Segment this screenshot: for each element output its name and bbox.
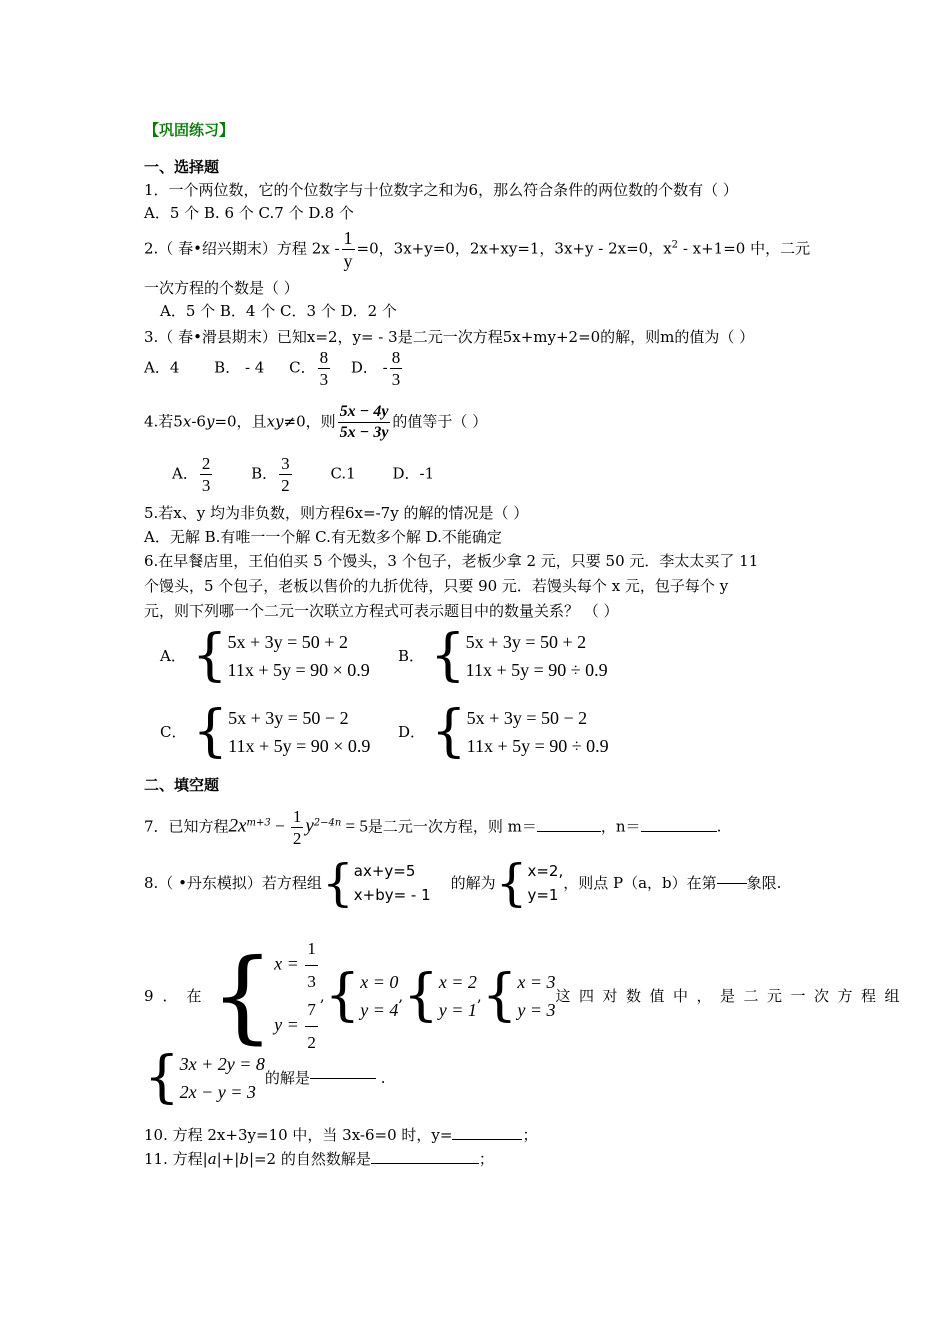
question-2-line-2: 一次方程的个数是（ ） bbox=[144, 279, 299, 297]
question-5-options: A．无解 B.有唯一一个解 C.有无数多个解 D.不能确定 bbox=[144, 528, 502, 546]
section-heading-fill: 二、填空题 bbox=[144, 776, 220, 794]
question-9: 9．在 { x = $\frac{1}{3}$ y = $\frac{7}{2}$ , { x = 0 y = 4 , { x = 2 y = 1 , { x = 3 y = 3 这四对数值中，是二元一次方程组 bbox=[144, 935, 808, 1057]
question-3-options: A．4 B． - 4 C． $\frac{8}{3}$ D． - $\frac{8}{3}$ bbox=[144, 348, 401, 389]
system-2: { x=2, y=1 bbox=[495, 854, 564, 912]
question-6-line-2: 个馒头，5 个包子，老板以售价的九折优待，只要 90 元．若馒头每个 x 元，包子每个 y bbox=[144, 577, 729, 595]
blank-n[interactable] bbox=[641, 831, 717, 832]
question-1-options: A．5 个 B. 6 个 C.7 个 D.8 个 bbox=[144, 204, 354, 222]
question-4-options: A． $\frac{2}{3}$ B． $\frac{3}{2}$ C.1 D．-1 bbox=[172, 454, 435, 495]
system-1: { ax+y=5 x+by= - 1 bbox=[321, 854, 431, 912]
question-2-options: A．5 个 B．4 个 C．3 个 D．2 个 bbox=[160, 302, 397, 320]
section-heading-choice: 一、选择题 bbox=[144, 158, 220, 176]
blank-m[interactable] bbox=[537, 831, 601, 832]
pair-2: { x = 0 y = 4 , bbox=[324, 963, 404, 1028]
blank-quadrant[interactable] bbox=[717, 883, 747, 884]
blank-q11[interactable] bbox=[371, 1163, 479, 1164]
fraction-2-3: $\frac{2}{3}$ bbox=[201, 454, 211, 495]
question-6-option-d: D． { 5x + 3y = 50 − 2 11x + 5y = 90 ÷ 0.9 bbox=[398, 699, 609, 764]
question-6-line-1: 6.在早餐店里，王伯伯买 5 个馒头，3 个包子，老板少拿 2 元，只要 50 元．李太太买了 11 bbox=[144, 552, 759, 570]
fraction-neg-8-3: $\frac{8}{3}$ bbox=[391, 348, 401, 389]
question-3: 3.（ 春•滑县期末）已知x=2，y= - 3是二元一次方程5x+my+2=0的解，则m的值为（ ） bbox=[144, 328, 755, 346]
question-6-option-a: A． { 5x + 3y = 50 + 2 11x + 5y = 90 × 0.9 bbox=[160, 623, 370, 688]
question-6-option-c: C． { 5x + 3y = 50 − 2 11x + 5y = 90 × 0.9 bbox=[160, 699, 371, 764]
question-9-line-2: { 3x + 2y = 8 2x − y = 3 的解是 . bbox=[144, 1045, 386, 1110]
question-5: 5.若x、y 均为非负数，则方程6x=-7y 的解的情况是（ ） bbox=[144, 504, 529, 522]
fraction-1-over-y: $\frac{1}{y}$ bbox=[343, 228, 353, 271]
question-7: 7．已知方程$2x^{m+3}$ − $\frac{1}{2}$ $y^{2-4n} = 5$是二元一次方程，则 m＝ ，n＝ . bbox=[144, 807, 722, 848]
question-1: 1．一个两位数，它的个位数字与十位数字之和为6，那么符合条件的两位数的个数有（ ） bbox=[144, 181, 738, 199]
blank-q10[interactable] bbox=[452, 1139, 522, 1140]
blank-q9[interactable] bbox=[310, 1078, 376, 1079]
question-4: 4.若5x-6y=0，且xy≠0，则 $\frac{5x - 4y}{5x - 3y}$ 的值等于（ ） bbox=[144, 403, 488, 441]
fraction-3-2: $\frac{3}{2}$ bbox=[281, 454, 290, 495]
fraction-expression: $\frac{5x - 4y}{5x - 3y}$ bbox=[339, 403, 389, 441]
fraction-8-3: $\frac{8}{3}$ bbox=[319, 348, 329, 389]
question-8: 8.（ •丹东模拟）若方程组 { ax+y=5 x+by= - 1 的解为 { x=2, y=1 ，则点 P（a，b）在第 象限. bbox=[144, 854, 782, 912]
pair-1: { x = $\frac{1}{3}$ y = $\frac{7}{2}$ , bbox=[210, 937, 325, 1054]
pair-4: { x = 3 y = 3 bbox=[481, 963, 556, 1028]
pair-3: { x = 2 y = 1 , bbox=[403, 963, 482, 1028]
question-10: 10. 方程 2x+3y=10 中，当 3x-6=0 时，y= ； bbox=[144, 1126, 538, 1144]
question-6-option-b: B． { 5x + 3y = 50 + 2 11x + 5y = 90 ÷ 0.9 bbox=[398, 623, 608, 688]
question-6-line-3: 元，则下列哪一个二元一次联立方程式可表示题目中的数量关系？ （ ） bbox=[144, 602, 619, 620]
system-3: { 3x + 2y = 8 2x − y = 3 bbox=[144, 1045, 265, 1110]
fraction-1-2: $\frac{1}{2}$ bbox=[292, 807, 302, 848]
section-title: 【巩固练习】 bbox=[144, 121, 235, 139]
question-11: 11. 方程|a|+|b|=2 的自然数解是 ； bbox=[144, 1150, 494, 1168]
question-2: 2.（ 春•绍兴期末）方程 2x - $\frac{1}{y}$ =0，3x+y=0，2x+xy=1，3x+y - 2x=0，$x^2 - x+1=0$ 中，二元 bbox=[144, 228, 811, 271]
